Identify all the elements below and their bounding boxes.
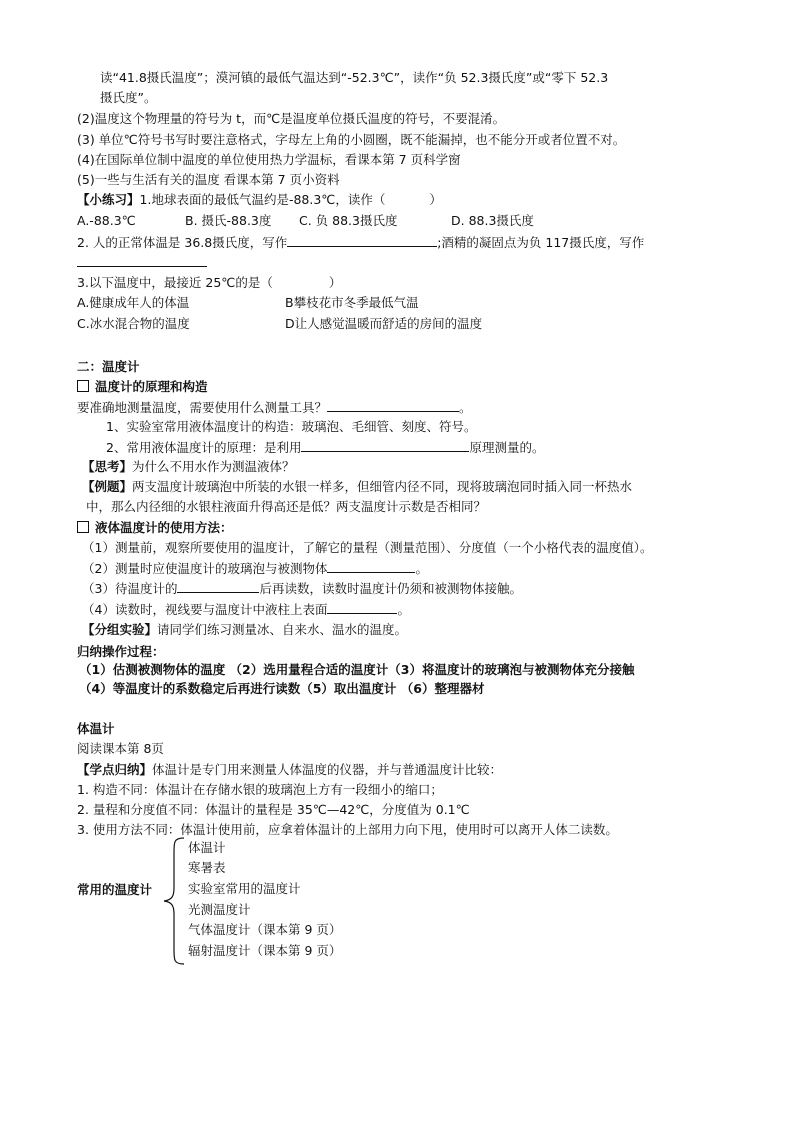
list-item: 气体温度计（课本第 9 页）: [188, 922, 342, 937]
answer-blank[interactable]: [301, 437, 469, 452]
answer-line: [77, 252, 207, 273]
text-line: (2)温度这个物理量的符号为 t，而℃是温度单位摄氏温度的符号，不要混淆。: [77, 111, 506, 126]
practice-q3: 3.以下温度中，最接近 25℃的是（ ）: [77, 275, 342, 290]
point-line: 1. 构造不同：体温计在存储水银的玻璃泡上方有一段细小的缩口；: [77, 782, 443, 797]
list-item: 辐射温度计（课本第 9 页）: [188, 943, 342, 958]
usage-step: （2）测量时应使温度计的玻璃泡与被测物体 。: [82, 558, 428, 579]
option-c: C. 负 88.3摄氏度: [299, 213, 398, 228]
answer-blank[interactable]: [287, 232, 437, 247]
option-b: B攀枝花市冬季最低气温: [285, 295, 419, 310]
subsection-title: 液体温度计的使用方法：: [77, 518, 233, 538]
example-line-2: 中，那么内径细的水银柱液面升得高还是低？两支温度计示数是否相同？: [86, 499, 487, 514]
text-line: (3) 单位℃符号书写时要注意格式，字母左上角的小圆圈，既不能漏掉，也不能分开或者位置不对。: [77, 132, 626, 147]
practice-q3-options-cd: [77, 314, 482, 334]
text-line: 阅读课本第 8页: [77, 741, 164, 756]
answer-blank[interactable]: [327, 558, 415, 573]
practice-q1-options: [77, 211, 534, 231]
curly-brace-icon: [160, 836, 188, 966]
option-a: A.健康成年人的体温: [77, 295, 190, 310]
section-title: 二：温度计: [77, 359, 140, 374]
think-line: 【思考】为什么不用水作为测温液体？: [82, 459, 295, 474]
answer-blank[interactable]: [327, 599, 397, 614]
practice-tag: 【小练习】: [77, 192, 140, 207]
option-b: B. 摄氏-88.3度: [185, 213, 272, 228]
usage-step: （1）测量前，观察所要使用的温度计，了解它的量程（测量范围）、分度值（一个小格代表的温度值）。: [82, 540, 653, 555]
checkbox-icon: [77, 380, 89, 392]
list-item: 光测温度计: [188, 902, 251, 917]
group-experiment: 【分组实验】请同学们练习测量冰、自来水、温水的温度。: [82, 622, 408, 637]
text-line: 1、实验室常用液体温度计的构造：玻璃泡、毛细管、刻度、符号。: [106, 419, 477, 434]
option-c: C.冰水混合物的温度: [77, 316, 190, 331]
text-line: (5)一些与生活有关的温度 看课本第 7 页小资料: [77, 172, 340, 187]
usage-step: （4）读数时，视线要与温度计中液柱上表面 。: [82, 599, 410, 620]
checkbox-icon: [77, 521, 89, 533]
answer-blank[interactable]: [327, 397, 459, 412]
subsection-title: 温度计的原理和构造: [77, 377, 208, 397]
text-line: 读“41.8摄氏温度”；漠河镇的最低气温达到“-52.3℃”，读作“负 52.3摄氏度”或“零下 52.3: [100, 70, 609, 85]
option-d: D. 88.3摄氏度: [451, 213, 534, 228]
text-line: (4)在国际单位制中温度的单位使用热力学温标，看课本第 7 页科学窗: [77, 152, 461, 167]
principle-line: 2、常用液体温度计的原理：是利用 原理测量的。: [106, 437, 544, 458]
answer-blank[interactable]: [77, 252, 207, 267]
option-a: A.-88.3℃: [77, 213, 136, 228]
summary-title: 归纳操作过程：: [77, 644, 165, 659]
summary-step: （1）估测被测物体的温度 （2）选用量程合适的温度计（3）将温度计的玻璃泡与被测物体充分接触: [79, 662, 635, 677]
option-d: D让人感觉温暖而舒适的房间的温度: [285, 316, 483, 331]
summary-intro: 【学点归纳】体温计是专门用来测量人体温度的仪器，并与普通温度计比较：: [77, 762, 503, 777]
practice-q2: 2. 人的正常体温是 36.8摄氏度，写作 ;酒精的凝固点为负 117摄氏度，写作: [77, 232, 644, 253]
practice-q1: 【小练习】1.地球表面的最低气温约是-88.3℃，读作（ ）: [77, 192, 442, 207]
point-line: 2. 量程和分度值不同：体温计的量程是 35℃—42℃，分度值为 0.1℃: [77, 802, 470, 817]
list-item: 实验室常用的温度计: [188, 881, 301, 896]
example-line: 【例题】两支温度计玻璃泡中所装的水银一样多，但细管内径不同，现将玻璃泡同时插入同一杯热水: [82, 479, 633, 494]
usage-step: （3）待温度计的 后再读数，读数时温度计仍须和被测物体接触。: [82, 578, 522, 599]
common-thermometers-label: 常用的温度计: [77, 882, 153, 897]
answer-blank[interactable]: [177, 578, 259, 593]
practice-q3-options-ab: [77, 293, 419, 313]
point-line: 3. 使用方法不同：体温计使用前，应拿着体温计的上部用力向下甩，使用时可以离开人体二读数。: [77, 822, 618, 837]
list-item: 体温计: [188, 840, 226, 855]
section-title: 体温计: [77, 721, 115, 736]
text-line: 摄氏度”。: [100, 90, 157, 105]
summary-step: （4）等温度计的系数稳定后再进行读数（5）取出温度计 （6）整理器材: [79, 681, 485, 696]
question-tool: 要准确地测量温度，需要使用什么测量工具？ 。: [77, 397, 472, 418]
list-item: 寒暑表: [188, 860, 226, 875]
